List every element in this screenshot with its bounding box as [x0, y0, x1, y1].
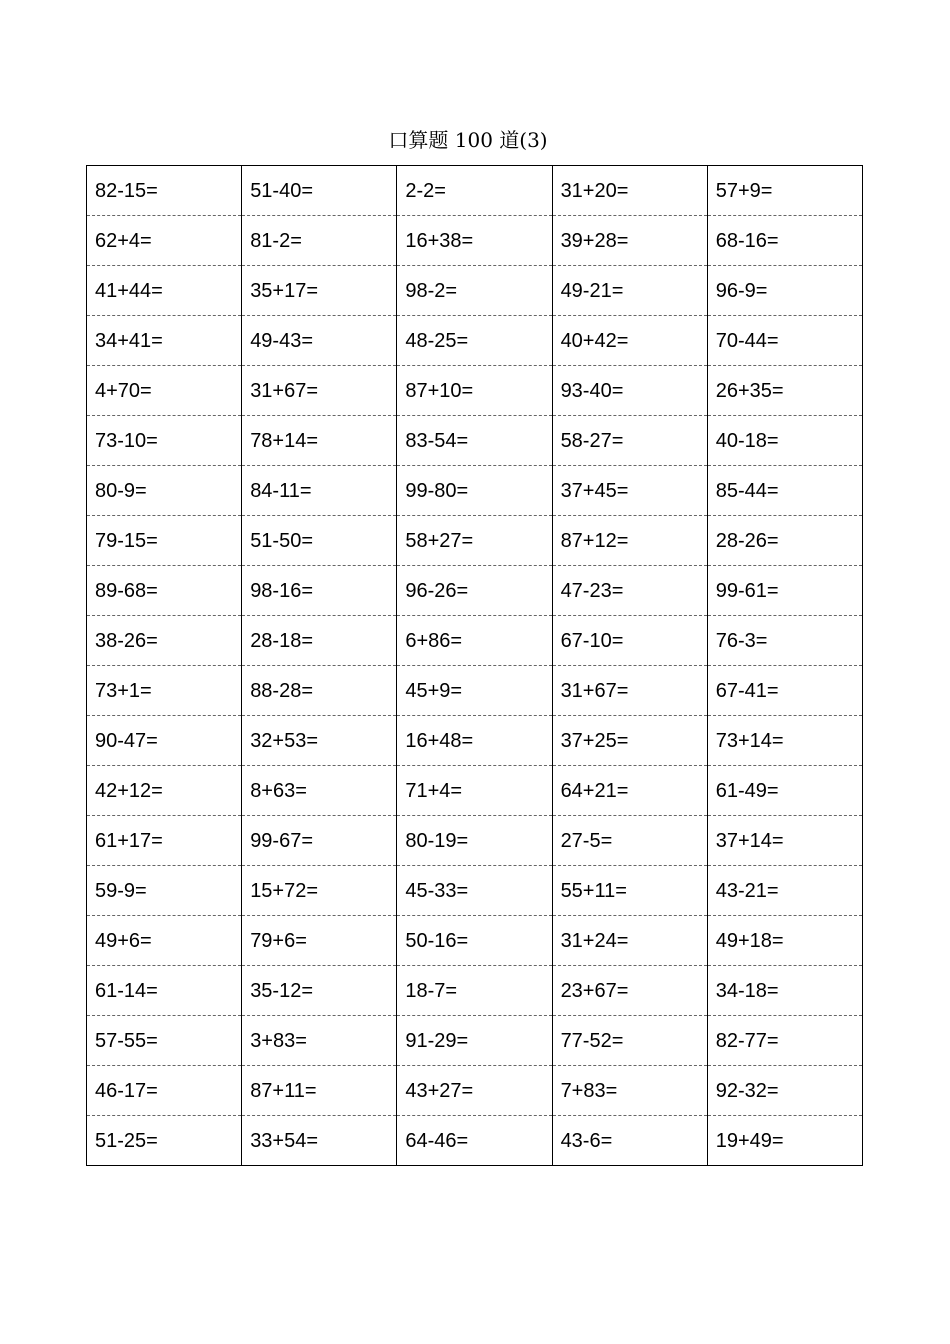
problem-cell: 8+63= — [242, 766, 397, 816]
problem-cell: 98-16= — [242, 566, 397, 616]
problem-cell: 58-27= — [552, 416, 707, 466]
problem-cell: 90-47= — [87, 716, 242, 766]
problem-cell: 45+9= — [397, 666, 552, 716]
arithmetic-problem-table — [86, 165, 863, 1166]
problem-cell: 96-26= — [397, 566, 552, 616]
table-row — [87, 816, 863, 866]
table-row — [87, 666, 863, 716]
problem-cell: 27-5= — [552, 816, 707, 866]
problem-cell: 59-9= — [87, 866, 242, 916]
problem-cell: 61+17= — [87, 816, 242, 866]
table-row — [87, 866, 863, 916]
problem-cell: 41+44= — [87, 266, 242, 316]
table-row — [87, 966, 863, 1016]
problem-cell: 37+14= — [707, 816, 862, 866]
problem-cell: 82-15= — [87, 166, 242, 216]
problem-cell: 51-40= — [242, 166, 397, 216]
problem-cell: 28-26= — [707, 516, 862, 566]
problem-cell: 23+67= — [552, 966, 707, 1016]
table-row — [87, 916, 863, 966]
problem-cell: 16+38= — [397, 216, 552, 266]
problem-cell: 62+4= — [87, 216, 242, 266]
problem-cell: 88-28= — [242, 666, 397, 716]
table-row — [87, 516, 863, 566]
problem-cell: 35-12= — [242, 966, 397, 1016]
problem-cell: 70-44= — [707, 316, 862, 366]
problem-cell: 49+6= — [87, 916, 242, 966]
problem-cell: 19+49= — [707, 1116, 862, 1166]
problem-cell: 4+70= — [87, 366, 242, 416]
problem-cell: 71+4= — [397, 766, 552, 816]
problem-cell: 16+48= — [397, 716, 552, 766]
problem-cell: 64+21= — [552, 766, 707, 816]
problem-cell: 93-40= — [552, 366, 707, 416]
problem-cell: 79-15= — [87, 516, 242, 566]
problem-table-body — [87, 166, 863, 1166]
problem-cell: 34+41= — [87, 316, 242, 366]
problem-cell: 31+20= — [552, 166, 707, 216]
problem-cell: 7+83= — [552, 1066, 707, 1116]
table-row — [87, 216, 863, 266]
problem-cell: 31+67= — [242, 366, 397, 416]
problem-cell: 99-80= — [397, 466, 552, 516]
problem-cell: 73-10= — [87, 416, 242, 466]
problem-cell: 89-68= — [87, 566, 242, 616]
table-row — [87, 716, 863, 766]
table-row — [87, 366, 863, 416]
problem-cell: 61-14= — [87, 966, 242, 1016]
problem-cell: 87+10= — [397, 366, 552, 416]
problem-cell: 33+54= — [242, 1116, 397, 1166]
problem-cell: 49+18= — [707, 916, 862, 966]
problem-cell: 46-17= — [87, 1066, 242, 1116]
problem-cell: 57+9= — [707, 166, 862, 216]
problem-cell: 49-43= — [242, 316, 397, 366]
problem-cell: 31+67= — [552, 666, 707, 716]
problem-cell: 64-46= — [397, 1116, 552, 1166]
problem-cell: 2-2= — [397, 166, 552, 216]
problem-cell: 51-50= — [242, 516, 397, 566]
problem-cell: 78+14= — [242, 416, 397, 466]
problem-cell: 91-29= — [397, 1016, 552, 1066]
problem-cell: 50-16= — [397, 916, 552, 966]
problem-cell: 98-2= — [397, 266, 552, 316]
problem-cell: 43-21= — [707, 866, 862, 916]
problem-cell: 43+27= — [397, 1066, 552, 1116]
table-row — [87, 166, 863, 216]
problem-cell: 84-11= — [242, 466, 397, 516]
problem-cell: 42+12= — [87, 766, 242, 816]
problem-cell: 82-77= — [707, 1016, 862, 1066]
problem-cell: 73+14= — [707, 716, 862, 766]
problem-cell: 67-41= — [707, 666, 862, 716]
problem-cell: 79+6= — [242, 916, 397, 966]
problem-cell: 77-52= — [552, 1016, 707, 1066]
problem-cell: 57-55= — [87, 1016, 242, 1066]
table-row — [87, 266, 863, 316]
problem-cell: 45-33= — [397, 866, 552, 916]
page-title: 口算题 100 道(3) — [388, 128, 548, 152]
table-row — [87, 1016, 863, 1066]
table-row — [87, 1116, 863, 1166]
problem-cell: 37+25= — [552, 716, 707, 766]
problem-cell: 32+53= — [242, 716, 397, 766]
problem-cell: 55+11= — [552, 866, 707, 916]
problem-cell: 67-10= — [552, 616, 707, 666]
problem-cell: 99-67= — [242, 816, 397, 866]
problem-cell: 68-16= — [707, 216, 862, 266]
problem-cell: 3+83= — [242, 1016, 397, 1066]
problem-cell: 40-18= — [707, 416, 862, 466]
table-row — [87, 616, 863, 666]
problem-cell: 6+86= — [397, 616, 552, 666]
problem-cell: 38-26= — [87, 616, 242, 666]
problem-cell: 73+1= — [87, 666, 242, 716]
problem-cell: 18-7= — [397, 966, 552, 1016]
problem-cell: 61-49= — [707, 766, 862, 816]
table-row — [87, 566, 863, 616]
problem-cell: 92-32= — [707, 1066, 862, 1116]
problem-cell: 15+72= — [242, 866, 397, 916]
problem-cell: 99-61= — [707, 566, 862, 616]
problem-cell: 51-25= — [87, 1116, 242, 1166]
problem-cell: 96-9= — [707, 266, 862, 316]
problem-cell: 39+28= — [552, 216, 707, 266]
problem-cell: 40+42= — [552, 316, 707, 366]
problem-cell: 48-25= — [397, 316, 552, 366]
problem-cell: 85-44= — [707, 466, 862, 516]
problem-cell: 49-21= — [552, 266, 707, 316]
problem-cell: 37+45= — [552, 466, 707, 516]
problem-cell: 87+11= — [242, 1066, 397, 1116]
problem-cell: 35+17= — [242, 266, 397, 316]
table-row — [87, 466, 863, 516]
problem-cell: 26+35= — [707, 366, 862, 416]
problem-cell: 31+24= — [552, 916, 707, 966]
problem-cell: 83-54= — [397, 416, 552, 466]
problem-cell: 76-3= — [707, 616, 862, 666]
problem-cell: 28-18= — [242, 616, 397, 666]
problem-cell: 87+12= — [552, 516, 707, 566]
table-row — [87, 1066, 863, 1116]
problem-cell: 34-18= — [707, 966, 862, 1016]
problem-cell: 43-6= — [552, 1116, 707, 1166]
table-row — [87, 316, 863, 366]
table-row — [87, 416, 863, 466]
table-row — [87, 766, 863, 816]
problem-cell: 80-9= — [87, 466, 242, 516]
problem-cell: 47-23= — [552, 566, 707, 616]
problem-cell: 58+27= — [397, 516, 552, 566]
problem-cell: 80-19= — [397, 816, 552, 866]
problem-cell: 81-2= — [242, 216, 397, 266]
